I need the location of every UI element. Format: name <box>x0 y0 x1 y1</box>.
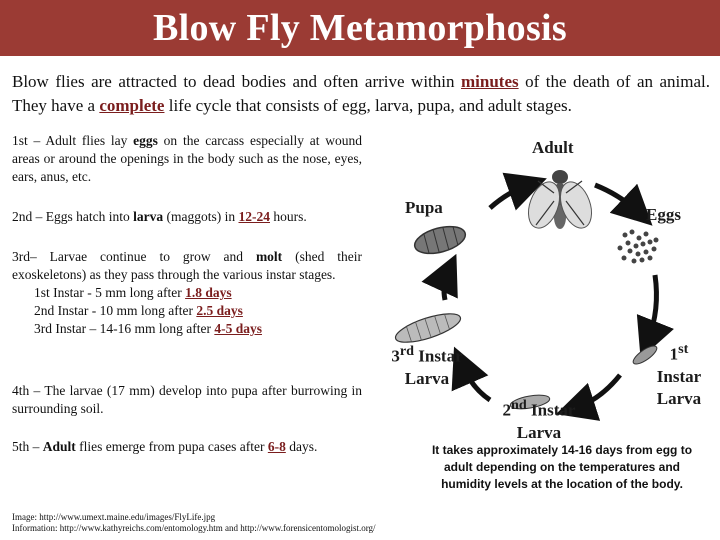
stage-label-sup: st <box>678 341 689 357</box>
step-keyword: larva <box>133 209 164 224</box>
eggs-cluster-icon <box>618 230 659 264</box>
intro-minutes: minutes <box>460 72 519 91</box>
intro-text: Blow flies are attracted to dead bodies and often arrive within <box>12 72 461 91</box>
intro-complete: complete <box>99 96 165 115</box>
instar-1 <box>12 284 362 302</box>
instar-3 <box>12 320 362 338</box>
stage-label-text: Larva <box>516 422 562 442</box>
stage-label-text: Larva <box>404 368 450 388</box>
step-text: days. <box>285 439 318 454</box>
step-text: on the carcass especially at wound areas or around the openings in the body such as the nose, eyes, ears, anus, etc. <box>12 133 362 184</box>
step-text: (shed their exoskeletons) as they pass through the various instar stages. <box>12 249 362 282</box>
step-text: 3rd– Larvae continue to grow and <box>12 249 256 264</box>
stage-label-text: Instar <box>526 400 576 420</box>
stage-label-adult: Adult <box>532 138 574 157</box>
step-duration: 12-24 <box>238 209 270 224</box>
stage-label-text: Instar <box>414 346 463 366</box>
instar-text: 3rd Instar – 14-16 mm long after <box>34 321 215 336</box>
instar-duration: 2.5 days <box>196 303 243 318</box>
stage-label-text: Instar <box>656 366 702 386</box>
instar-duration: 1.8 days <box>185 285 232 300</box>
step-text: 2nd – Eggs hatch into <box>12 209 134 224</box>
step-text: flies emerge from pupa cases after <box>75 439 268 454</box>
credit-image: Image: http://www.umext.maine.edu/images/FlyLife.jpg <box>12 512 216 522</box>
title-bar <box>0 0 720 56</box>
pupa-icon <box>412 222 468 259</box>
step-duration: 6-8 <box>267 439 286 454</box>
step-keyword: eggs <box>133 133 158 148</box>
instar-2 <box>12 302 362 320</box>
step-text: 1st – Adult flies lay <box>12 133 134 148</box>
step-text: (maggots) in <box>163 209 239 224</box>
credit-information: Information: http://www.kathyreichs.com/entomology.htm and http://www.forensicentomologist.org/ <box>12 523 376 533</box>
arrow-third-to-pupa <box>444 272 448 300</box>
stage-label-text: 3 <box>391 346 400 366</box>
stage-label-third-instar <box>382 340 472 390</box>
stage-label-first-instar <box>652 338 706 410</box>
credits <box>12 512 376 534</box>
stage-label-text: 2 <box>502 400 512 420</box>
instar-duration: 4-5 days <box>214 321 262 336</box>
step-text: 5th – <box>12 439 43 454</box>
stage-label-text: 1 <box>669 344 679 364</box>
step-text: hours. <box>270 209 307 224</box>
instar-text: 1st Instar - 5 mm long after <box>34 285 186 300</box>
stage-label-sup: nd <box>511 397 527 413</box>
arrow-eggs-to-first <box>648 275 656 340</box>
step-5 <box>12 438 362 456</box>
intro-text: life cycle that consists of egg, larva, pupa, and adult stages. <box>164 96 572 115</box>
instar-text: 2nd Instar - 10 mm long after <box>34 303 197 318</box>
intro-paragraph <box>12 70 710 118</box>
arrow-pupa-to-adult <box>490 185 528 208</box>
adult-fly-icon <box>523 170 598 232</box>
step-text: 4th – The larvae (17 mm) develop into pupa after burrowing in surrounding soil. <box>12 383 362 416</box>
page-title: Blow Fly Metamorphosis <box>152 7 568 49</box>
intro-text: of the death of an animal. They have a <box>12 72 710 115</box>
stage-label-eggs: Eggs <box>646 205 681 224</box>
step-4 <box>12 382 362 418</box>
step-3 <box>12 248 362 338</box>
stage-label-second-instar <box>494 394 584 444</box>
step-1 <box>12 132 362 186</box>
step-2 <box>12 208 362 226</box>
stage-label-sup: rd <box>399 343 414 359</box>
duration-note: It takes approximately 14-16 days from egg to adult depending on the temperatures and humidity levels at the location of the body. <box>431 443 693 491</box>
step-keyword: molt <box>255 249 283 264</box>
stage-label-text: Larva <box>656 388 702 408</box>
arrow-adult-to-eggs <box>595 185 638 212</box>
stage-label-pupa: Pupa <box>405 198 443 217</box>
step-keyword: Adult <box>42 439 76 454</box>
